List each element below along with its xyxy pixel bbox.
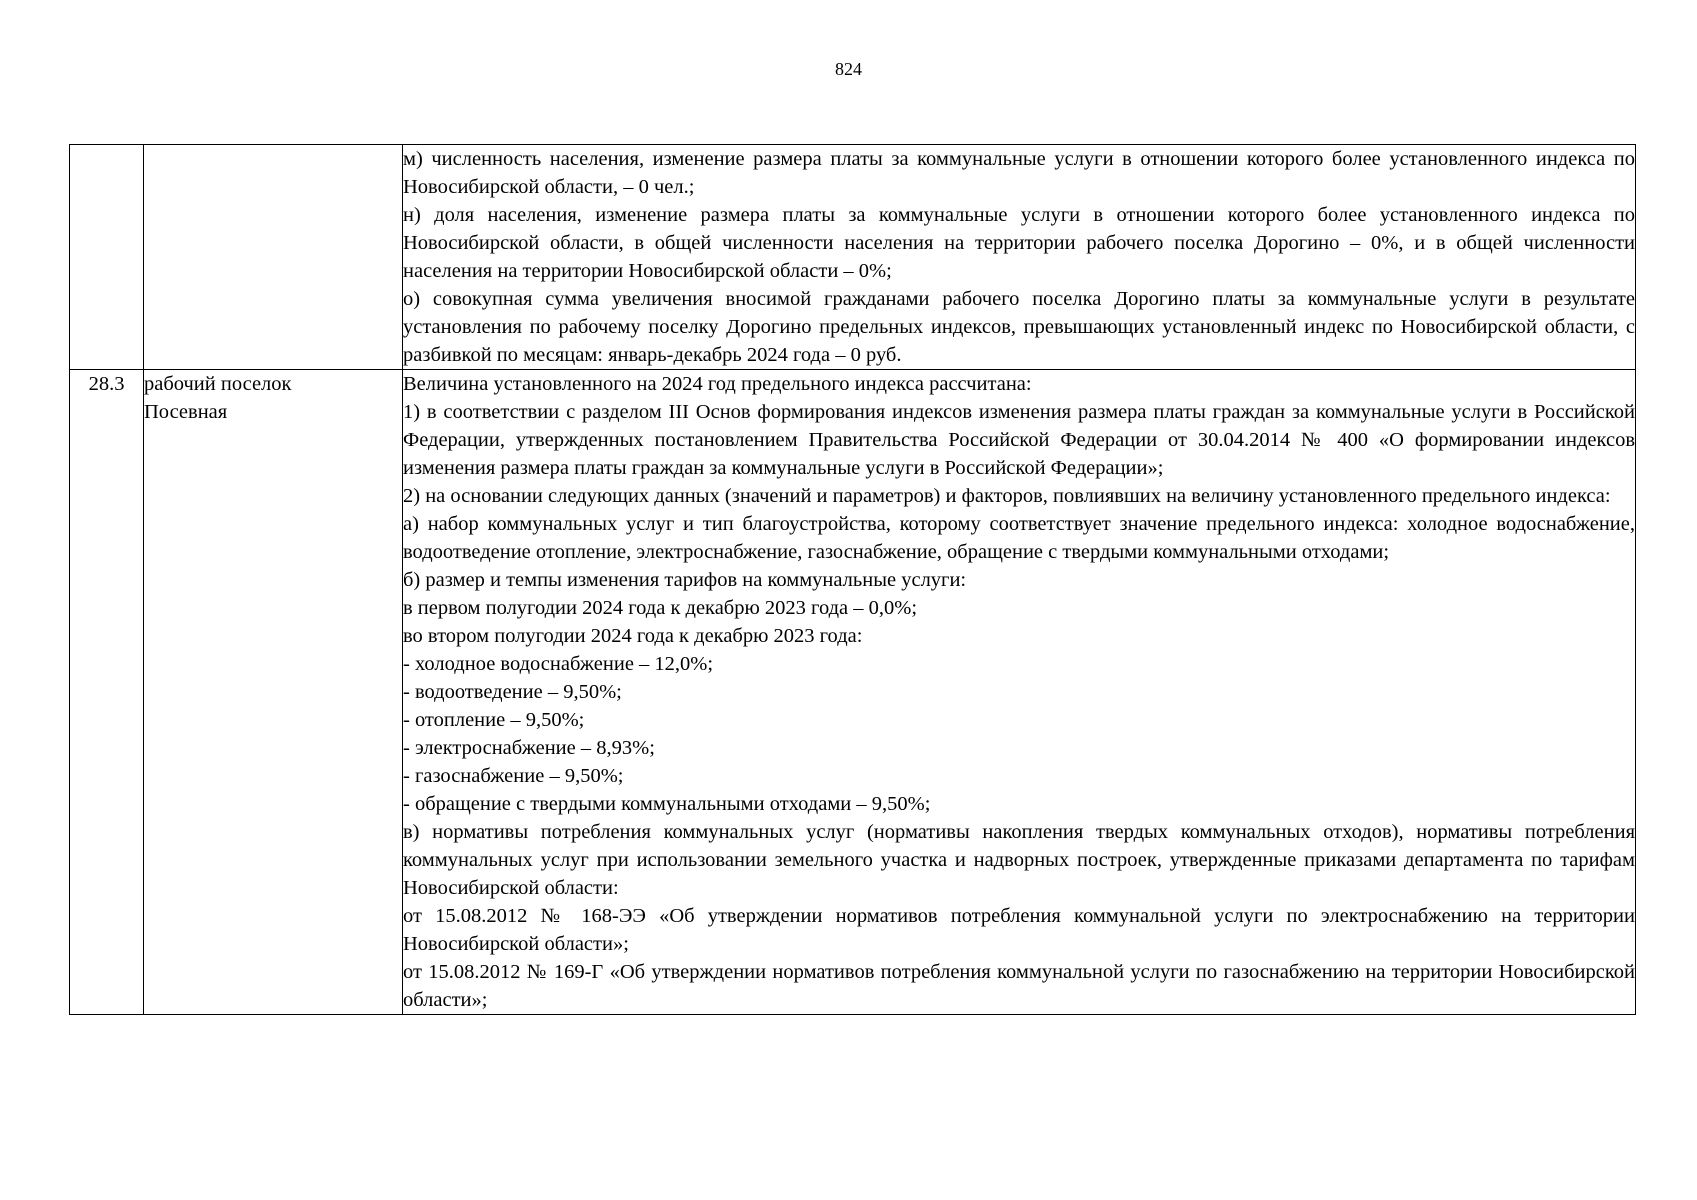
paragraph: в первом полугодии 2024 года к декабрю 2023 года – 0,0%; (403, 597, 918, 619)
table-row (70, 370, 1636, 1015)
paragraph: б) размер и темпы изменения тарифов на коммунальные услуги: (403, 569, 967, 591)
page-number: 824 (835, 59, 862, 79)
row-number-cell: 28.3 (70, 370, 144, 1015)
list-item: - обращение с твердыми коммунальными отходами – 9,50%; (403, 793, 931, 815)
list-item: - отопление – 9,50%; (403, 709, 585, 731)
settlement-name-cell (144, 370, 403, 1015)
paragraph: Величина установленного на 2024 год предельного индекса рассчитана: (403, 373, 1032, 395)
settlement-name-line: Посевная (144, 401, 228, 423)
paragraph: от 15.08.2012 № 168-ЭЭ «Об утверждении нормативов потребления коммунальной услуги по электроснабжению на территории Новосибирской области»; (403, 905, 1635, 955)
list-item: - водоотведение – 9,50%; (403, 681, 622, 703)
paragraph: м) численность населения, изменение размера платы за коммунальные услуги в отношении которого более установленного индекса по Новосибирской области, – 0 чел.; (403, 148, 1635, 198)
list-item: - газоснабжение – 9,50%; (403, 765, 624, 787)
paragraph: о) совокупная сумма увеличения вносимой гражданами рабочего поселка Дорогино платы за коммунальные услуги в результате установления по рабочему поселку Дорогино предельных индексов, превышающих установленный индекс по Новосибирской области, с разбивкой по месяцам: январь-декабрь 2024 года – 0 руб. (403, 288, 1635, 366)
document-table (69, 144, 1636, 1015)
paragraph: в) нормативы потребления коммунальных услуг (нормативы накопления твердых коммунальных отходов), нормативы потребления коммунальных услуг при использовании земельного участка и надворных построек, утвержденные приказами департамента по тарифам Новосибирской области: (403, 821, 1635, 899)
description-cell (403, 370, 1636, 1015)
description-cell (403, 145, 1636, 370)
settlement-name-cell (144, 145, 403, 370)
paragraph: 2) на основании следующих данных (значений и параметров) и факторов, повлиявших на величину установленного предельного индекса: (403, 485, 1611, 507)
list-item: - электроснабжение – 8,93%; (403, 737, 655, 759)
settlement-name-line: рабочий поселок (144, 373, 292, 395)
row-number-cell (70, 145, 144, 370)
paragraph: во втором полугодии 2024 года к декабрю 2023 года: (403, 625, 863, 647)
paragraph: а) набор коммунальных услуг и тип благоустройства, которому соответствует значение предельного индекса: холодное водоснабжение, водоотведение отопление, электроснабжение, газоснабжение, обращение с твердыми коммунальными отходами; (403, 513, 1635, 563)
list-item: - холодное водоснабжение – 12,0%; (403, 653, 714, 675)
table-row (70, 145, 1636, 370)
paragraph: от 15.08.2012 № 169-Г «Об утверждении нормативов потребления коммунальной услуги по газоснабжению на территории Новосибирской области»; (403, 961, 1635, 1011)
paragraph: 1) в соответствии с разделом III Основ формирования индексов изменения размера платы граждан за коммунальные услуги в Российской Федерации, утвержденных постановлением Правительства Российской Федерации от 30.04.2014 № 400 «О формировании индексов изменения размера платы граждан за коммунальные услуги в Российской Федерации»; (403, 401, 1635, 479)
paragraph: н) доля населения, изменение размера платы за коммунальные услуги в отношении которого более установленного индекса по Новосибирской области, в общей численности населения на территории рабочего поселка Дорогино – 0%, и в общей численности населения на территории Новосибирской области – 0%; (403, 204, 1635, 282)
